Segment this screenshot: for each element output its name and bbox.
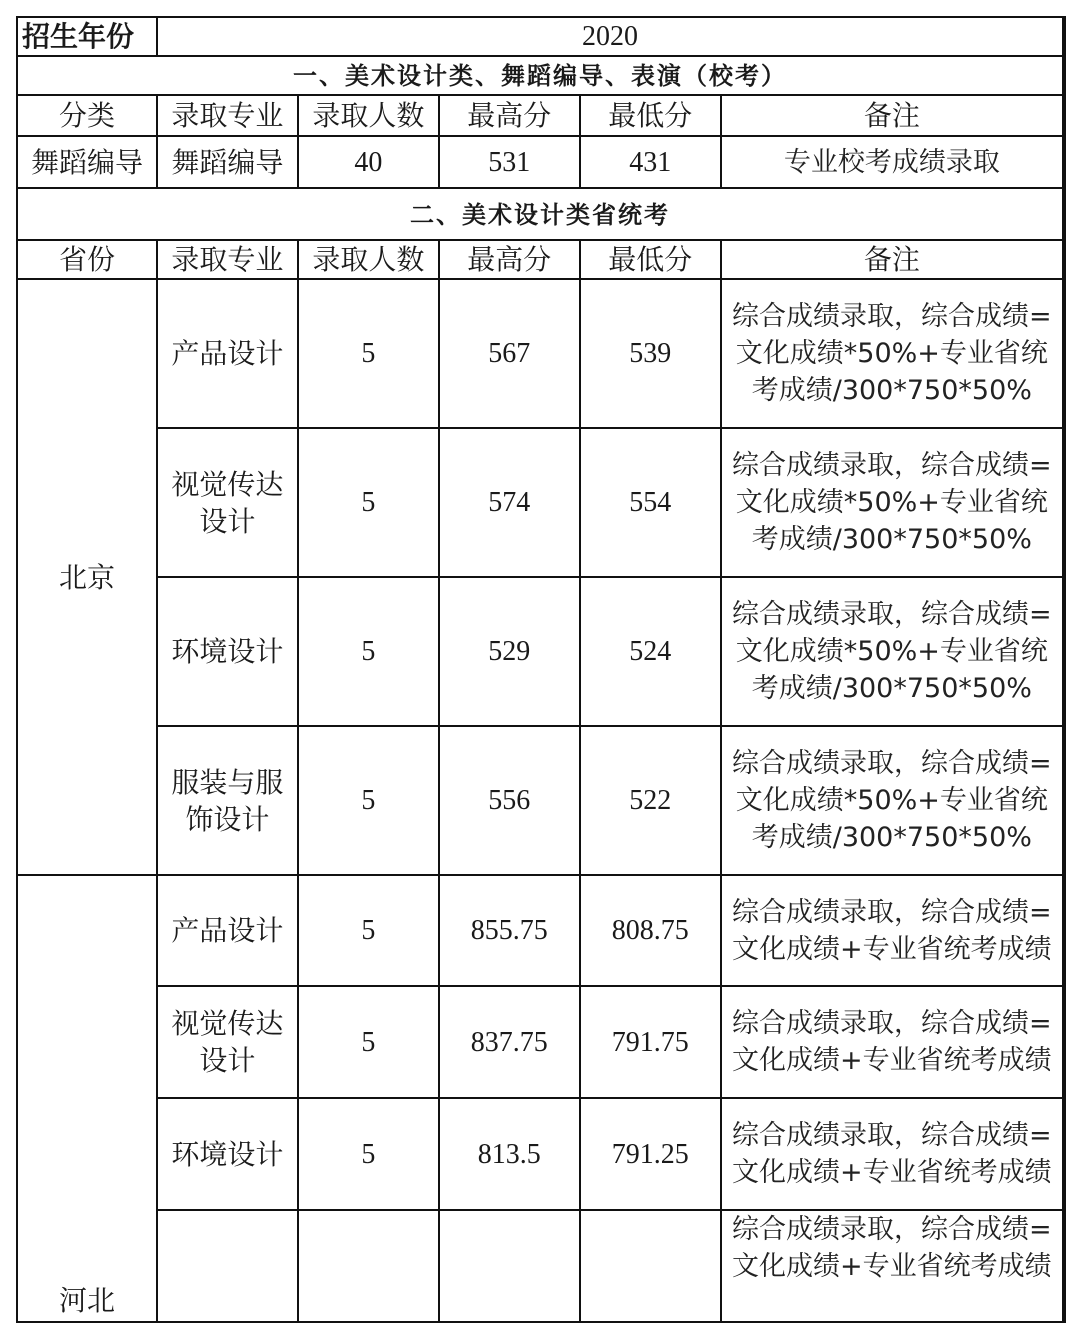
note-cell: 综合成绩录取，综合成绩=文化成绩+专业省统考成绩 xyxy=(721,1210,1064,1322)
table-row xyxy=(17,1098,1064,1210)
major-cell xyxy=(157,1210,298,1322)
province-cell-beijing: 北京 xyxy=(17,279,157,875)
col-header-note: 备注 xyxy=(721,240,1064,279)
note-cell: 综合成绩录取，综合成绩=文化成绩+专业省统考成绩 xyxy=(721,1098,1064,1210)
table-row xyxy=(17,279,1064,428)
min-score-cell: 524 xyxy=(580,577,721,726)
major-cell: 视觉传达设计 xyxy=(157,986,298,1098)
category-cell: 舞蹈编导 xyxy=(17,136,157,188)
col-header-max: 最高分 xyxy=(439,95,580,136)
major-cell: 视觉传达设计 xyxy=(157,428,298,577)
year-row xyxy=(17,17,1064,56)
max-score-cell xyxy=(439,1210,580,1322)
col-header-note: 备注 xyxy=(721,95,1064,136)
col-header-major: 录取专业 xyxy=(157,240,298,279)
province-cell-hebei: 河北 xyxy=(17,875,157,1322)
table-row xyxy=(17,428,1064,577)
min-score-cell xyxy=(580,1210,721,1322)
min-score-cell: 791.25 xyxy=(580,1098,721,1210)
max-score-cell: 813.5 xyxy=(439,1098,580,1210)
min-score-cell: 431 xyxy=(580,136,721,188)
table-row xyxy=(17,875,1064,986)
table-row xyxy=(17,1210,1064,1322)
count-cell: 5 xyxy=(298,577,439,726)
count-cell: 5 xyxy=(298,726,439,875)
count-cell xyxy=(298,1210,439,1322)
section2-header-row xyxy=(17,240,1064,279)
table-row xyxy=(17,986,1064,1098)
major-cell: 服装与服饰设计 xyxy=(157,726,298,875)
table-row xyxy=(17,577,1064,726)
major-cell: 舞蹈编导 xyxy=(157,136,298,188)
col-header-category: 分类 xyxy=(17,95,157,136)
major-cell: 环境设计 xyxy=(157,1098,298,1210)
max-score-cell: 556 xyxy=(439,726,580,875)
table-row xyxy=(17,136,1064,188)
count-cell: 5 xyxy=(298,279,439,428)
count-cell: 5 xyxy=(298,986,439,1098)
note-cell: 综合成绩录取，综合成绩=文化成绩*50%+专业省统考成绩/300*750*50% xyxy=(721,726,1064,875)
section2-title-row xyxy=(17,188,1064,240)
max-score-cell: 531 xyxy=(439,136,580,188)
note-cell: 综合成绩录取，综合成绩=文化成绩*50%+专业省统考成绩/300*750*50% xyxy=(721,428,1064,577)
min-score-cell: 522 xyxy=(580,726,721,875)
min-score-cell: 791.75 xyxy=(580,986,721,1098)
note-cell: 综合成绩录取，综合成绩=文化成绩*50%+专业省统考成绩/300*750*50% xyxy=(721,279,1064,428)
note-cell: 专业校考成绩录取 xyxy=(721,136,1064,188)
col-header-major: 录取专业 xyxy=(157,95,298,136)
min-score-cell: 554 xyxy=(580,428,721,577)
max-score-cell: 574 xyxy=(439,428,580,577)
admission-score-table xyxy=(16,16,1066,1323)
count-cell: 5 xyxy=(298,428,439,577)
col-header-max: 最高分 xyxy=(439,240,580,279)
major-cell: 环境设计 xyxy=(157,577,298,726)
max-score-cell: 529 xyxy=(439,577,580,726)
year-value: 2020 xyxy=(157,17,1064,56)
max-score-cell: 567 xyxy=(439,279,580,428)
section1-title-row xyxy=(17,56,1064,95)
year-label: 招生年份 xyxy=(17,17,157,56)
col-header-min: 最低分 xyxy=(580,95,721,136)
major-cell: 产品设计 xyxy=(157,875,298,986)
min-score-cell: 808.75 xyxy=(580,875,721,986)
count-cell: 40 xyxy=(298,136,439,188)
max-score-cell: 837.75 xyxy=(439,986,580,1098)
note-cell: 综合成绩录取，综合成绩=文化成绩+专业省统考成绩 xyxy=(721,986,1064,1098)
major-cell: 产品设计 xyxy=(157,279,298,428)
section2-title: 二、美术设计类省统考 xyxy=(17,188,1064,240)
max-score-cell: 855.75 xyxy=(439,875,580,986)
count-cell: 5 xyxy=(298,875,439,986)
table-row xyxy=(17,726,1064,875)
col-header-min: 最低分 xyxy=(580,240,721,279)
section1-title: 一、美术设计类、舞蹈编导、表演（校考） xyxy=(17,56,1064,95)
col-header-count: 录取人数 xyxy=(298,240,439,279)
note-cell: 综合成绩录取，综合成绩=文化成绩*50%+专业省统考成绩/300*750*50% xyxy=(721,577,1064,726)
note-cell: 综合成绩录取，综合成绩=文化成绩+专业省统考成绩 xyxy=(721,875,1064,986)
min-score-cell: 539 xyxy=(580,279,721,428)
col-header-count: 录取人数 xyxy=(298,95,439,136)
count-cell: 5 xyxy=(298,1098,439,1210)
section1-header-row xyxy=(17,95,1064,136)
col-header-province: 省份 xyxy=(17,240,157,279)
